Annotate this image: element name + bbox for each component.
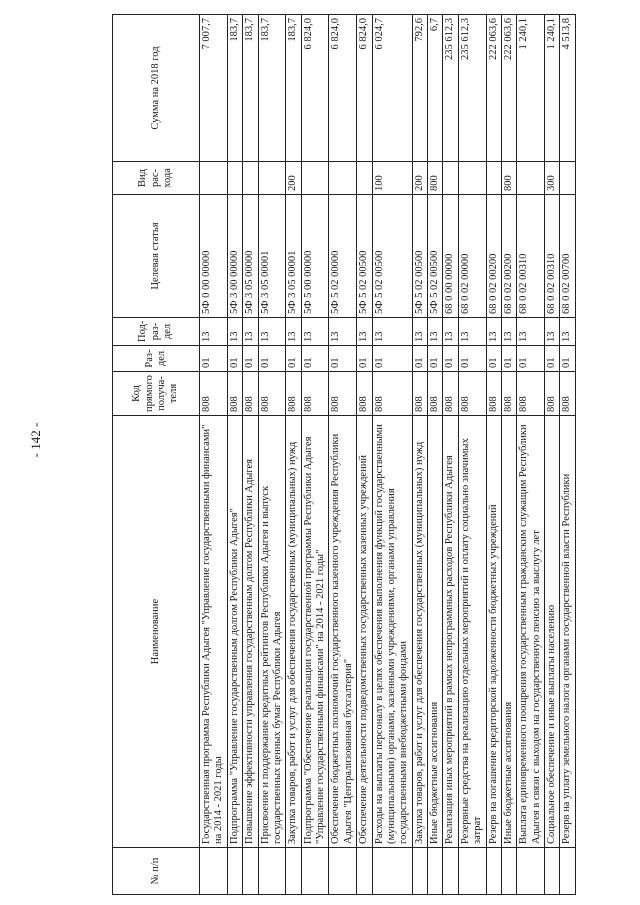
row-subsection: 13 <box>428 318 443 346</box>
row-payer-code: 808 <box>501 372 516 416</box>
row-section: 01 <box>412 346 427 372</box>
row-name: Обеспечение деятельности подведомственных государственных казенных учреждений <box>357 416 372 848</box>
header-name: Наименование <box>113 416 200 848</box>
row-sum: 1 240,1 <box>545 15 560 162</box>
budget-table <box>112 14 576 895</box>
row-expense-type <box>200 162 228 195</box>
table-row <box>286 15 301 895</box>
row-expense-type <box>443 162 458 195</box>
row-section: 01 <box>428 346 443 372</box>
row-sum: 183,7 <box>286 15 301 162</box>
row-target-article: 5Ф 3 05 00001 <box>258 195 286 318</box>
rotated-budget-page <box>100 0 640 905</box>
row-sum: 222 063,6 <box>486 15 501 162</box>
table-row <box>501 15 516 895</box>
row-payer-code: 808 <box>560 372 575 416</box>
row-name: Резерв на уплату земельного налога органами государственной власти Республики <box>560 416 575 848</box>
row-sum: 6 824,0 <box>301 15 329 162</box>
row-name: Обеспечение бюджетных полномочий государственного казенного учреждения Республики Адыгея "Централизованная бухгалтерия" <box>329 416 357 848</box>
table-row <box>200 15 228 895</box>
row-num <box>200 848 228 895</box>
row-payer-code: 808 <box>258 372 286 416</box>
budget-table-container <box>100 0 640 905</box>
row-section: 01 <box>486 346 501 372</box>
row-num <box>227 848 242 895</box>
header-sum-2018: Сумма на 2018 год <box>113 15 200 162</box>
row-target-article: 68 0 02 00200 <box>501 195 516 318</box>
row-section: 01 <box>286 346 301 372</box>
table-row <box>357 15 372 895</box>
row-sum: 6 024,7 <box>372 15 412 162</box>
row-subsection: 13 <box>458 318 486 346</box>
row-num <box>560 848 575 895</box>
row-expense-type <box>243 162 258 195</box>
table-row <box>372 15 412 895</box>
row-payer-code: 808 <box>428 372 443 416</box>
table-row <box>545 15 560 895</box>
row-expense-type <box>258 162 286 195</box>
row-name: Социальное обеспечение и иные выплаты населению <box>545 416 560 848</box>
row-section: 01 <box>458 346 486 372</box>
table-row <box>301 15 329 895</box>
row-expense-type <box>227 162 242 195</box>
row-section: 01 <box>227 346 242 372</box>
row-name: Выплата единовременного поощрения государственным гражданским служащим Республики Адыгея в связи с выходом на государственную пенсию за выслугу лет <box>517 416 545 848</box>
row-target-article: 68 0 02 00700 <box>560 195 575 318</box>
row-name: Подпрограмма "Управление государственным долгом Республики Адыгея" <box>227 416 242 848</box>
row-subsection: 13 <box>443 318 458 346</box>
row-section: 01 <box>301 346 329 372</box>
row-target-article: 5Ф 5 02 00500 <box>428 195 443 318</box>
row-payer-code: 808 <box>301 372 329 416</box>
row-section: 01 <box>329 346 357 372</box>
row-sum: 222 063,6 <box>501 15 516 162</box>
row-section: 01 <box>243 346 258 372</box>
row-section: 01 <box>372 346 412 372</box>
row-name: Закупка товаров, работ и услуг для обеспечения государственных (муниципальных) нужд <box>286 416 301 848</box>
row-sum: 235 612,3 <box>443 15 458 162</box>
row-name: Реализация иных мероприятий в рамках непрограммных расходов Республики Адыгея <box>443 416 458 848</box>
row-sum: 6 824,0 <box>329 15 357 162</box>
row-target-article: 5Ф 3 05 00001 <box>286 195 301 318</box>
row-payer-code: 808 <box>357 372 372 416</box>
row-name: Закупка товаров, работ и услуг для обеспечения государственных (муниципальных) нужд <box>412 416 427 848</box>
row-num <box>428 848 443 895</box>
row-name: Иные бюджетные ассигнования <box>501 416 516 848</box>
row-target-article: 5Ф 5 02 00500 <box>372 195 412 318</box>
row-num <box>243 848 258 895</box>
row-payer-code: 808 <box>372 372 412 416</box>
row-expense-type: 800 <box>428 162 443 195</box>
row-name: Расходы на выплаты персоналу в целях обеспечения выполнения функций государственными (муниципальными) органами, казенными учреждениями, органами управления государственными внебюджетными фондами <box>372 416 412 848</box>
row-num <box>486 848 501 895</box>
row-name: Иные бюджетные ассигнования <box>428 416 443 848</box>
row-payer-code: 808 <box>286 372 301 416</box>
table-row <box>227 15 242 895</box>
row-num <box>458 848 486 895</box>
row-expense-type <box>301 162 329 195</box>
row-expense-type <box>357 162 372 195</box>
row-sum: 183,7 <box>258 15 286 162</box>
row-target-article: 5Ф 3 00 00000 <box>227 195 242 318</box>
header-target-article: Целевая статья <box>113 195 200 318</box>
row-num <box>443 848 458 895</box>
table-row <box>560 15 575 895</box>
row-subsection: 13 <box>227 318 242 346</box>
row-name: Резервные средства на реализацию отдельных мероприятий и оплату социально значимых затрат <box>458 416 486 848</box>
row-expense-type <box>486 162 501 195</box>
row-subsection: 13 <box>560 318 575 346</box>
row-expense-type <box>458 162 486 195</box>
row-target-article: 68 0 02 00310 <box>517 195 545 318</box>
row-name: Присвоение и поддержание кредитных рейтингов Республики Адыгея и выпуск государственных ценных бумаг Республики Адыгея <box>258 416 286 848</box>
row-name: Подпрограмма "Обеспечение реализации государственной программы Республики Адыгея "Управление государственными финансами" на 2014 - 2021 годы" <box>301 416 329 848</box>
row-payer-code: 808 <box>329 372 357 416</box>
row-subsection: 13 <box>517 318 545 346</box>
row-num <box>412 848 427 895</box>
row-payer-code: 808 <box>486 372 501 416</box>
row-num <box>329 848 357 895</box>
row-subsection: 13 <box>200 318 228 346</box>
row-expense-type: 100 <box>372 162 412 195</box>
row-section: 01 <box>501 346 516 372</box>
row-target-article: 5Ф 5 02 00500 <box>357 195 372 318</box>
row-name: Повышение эффективности управления государственным долгом Республики Адыгея <box>243 416 258 848</box>
row-expense-type: 200 <box>286 162 301 195</box>
row-section: 01 <box>560 346 575 372</box>
row-num <box>501 848 516 895</box>
row-sum: 792,6 <box>412 15 427 162</box>
table-row <box>329 15 357 895</box>
row-subsection: 13 <box>258 318 286 346</box>
row-payer-code: 808 <box>545 372 560 416</box>
row-payer-code: 808 <box>243 372 258 416</box>
row-subsection: 13 <box>329 318 357 346</box>
row-subsection: 13 <box>545 318 560 346</box>
table-row <box>517 15 545 895</box>
row-num <box>357 848 372 895</box>
row-sum: 6,7 <box>428 15 443 162</box>
row-subsection: 13 <box>243 318 258 346</box>
row-num <box>545 848 560 895</box>
page-number: - 142 - <box>28 422 43 458</box>
row-expense-type <box>329 162 357 195</box>
row-payer-code: 808 <box>458 372 486 416</box>
row-payer-code: 808 <box>412 372 427 416</box>
row-subsection: 13 <box>301 318 329 346</box>
header-subsection: Под-раз-дел <box>113 318 200 346</box>
row-sum: 183,7 <box>227 15 242 162</box>
table-row <box>428 15 443 895</box>
row-num <box>301 848 329 895</box>
row-name: Резерв на погашение кредиторской задолженности бюджетных учреждений <box>486 416 501 848</box>
row-expense-type <box>560 162 575 195</box>
row-subsection: 13 <box>372 318 412 346</box>
row-target-article: 5Ф 5 00 00000 <box>301 195 329 318</box>
header-payer-code: Код прямого получа-теля <box>113 372 200 416</box>
row-subsection: 13 <box>286 318 301 346</box>
table-row <box>458 15 486 895</box>
table-row <box>443 15 458 895</box>
row-subsection: 13 <box>486 318 501 346</box>
row-payer-code: 808 <box>227 372 242 416</box>
row-section: 01 <box>200 346 228 372</box>
row-num <box>286 848 301 895</box>
row-subsection: 13 <box>501 318 516 346</box>
row-target-article: 68 0 00 00000 <box>443 195 458 318</box>
header-num: № п/п <box>113 848 200 895</box>
row-section: 01 <box>545 346 560 372</box>
table-row <box>258 15 286 895</box>
header-section: Раз-дел <box>113 346 200 372</box>
row-target-article: 68 0 02 00000 <box>458 195 486 318</box>
row-num <box>517 848 545 895</box>
row-num <box>372 848 412 895</box>
row-sum: 1 240,1 <box>517 15 545 162</box>
row-section: 01 <box>258 346 286 372</box>
row-name: Государственная программа Республики Адыгея "Управление государственными финансами" на 2014 - 2021 годы <box>200 416 228 848</box>
row-section: 01 <box>443 346 458 372</box>
row-num <box>258 848 286 895</box>
header-expense-type: Вид рас-хода <box>113 162 200 195</box>
row-payer-code: 808 <box>443 372 458 416</box>
row-target-article: 5Ф 5 02 00000 <box>329 195 357 318</box>
row-expense-type <box>517 162 545 195</box>
table-row <box>243 15 258 895</box>
table-header-row <box>113 15 200 895</box>
table-row <box>412 15 427 895</box>
row-target-article: 5Ф 3 05 00000 <box>243 195 258 318</box>
row-sum: 4 513,8 <box>560 15 575 162</box>
row-expense-type: 200 <box>412 162 427 195</box>
row-expense-type: 300 <box>545 162 560 195</box>
row-payer-code: 808 <box>200 372 228 416</box>
row-section: 01 <box>357 346 372 372</box>
table-row <box>486 15 501 895</box>
row-expense-type: 800 <box>501 162 516 195</box>
row-target-article: 5Ф 5 02 00500 <box>412 195 427 318</box>
row-target-article: 68 0 02 00200 <box>486 195 501 318</box>
row-sum: 6 824,0 <box>357 15 372 162</box>
row-section: 01 <box>517 346 545 372</box>
row-target-article: 68 0 02 00310 <box>545 195 560 318</box>
row-sum: 183,7 <box>243 15 258 162</box>
row-target-article: 5Ф 0 00 00000 <box>200 195 228 318</box>
row-subsection: 13 <box>412 318 427 346</box>
row-payer-code: 808 <box>517 372 545 416</box>
row-sum: 235 612,3 <box>458 15 486 162</box>
row-sum: 7 007,7 <box>200 15 228 162</box>
row-subsection: 13 <box>357 318 372 346</box>
